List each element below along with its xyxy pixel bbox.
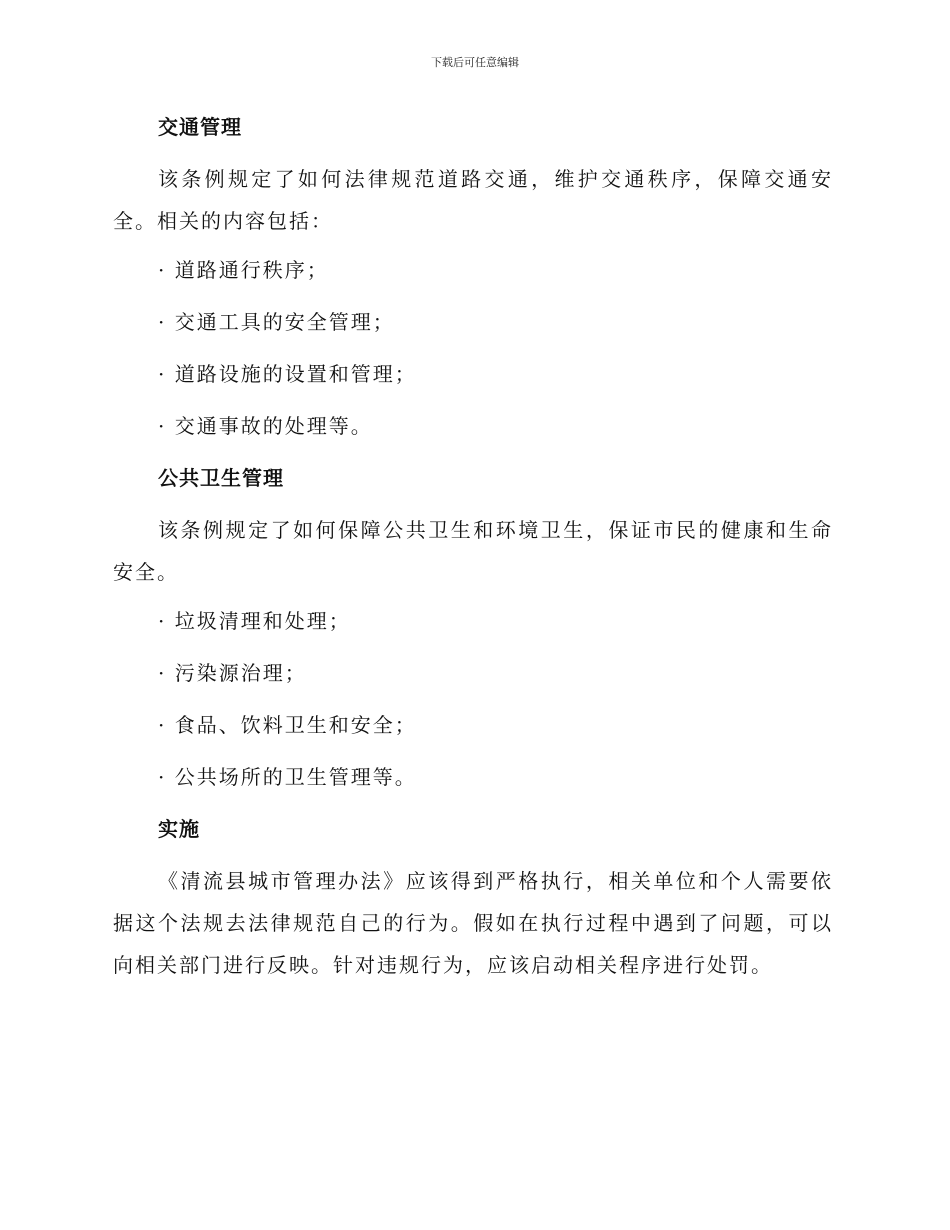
section-paragraph: 《清流县城市管理办法》应该得到严格执行，相关单位和个人需要依据这个法规去法律规范自己的行为。假如在执行过程中遇到了问题，可以向相关部门进行反映。针对违规行为，应该启动相关程序进行处罚。 bbox=[113, 869, 833, 977]
section-implementation bbox=[113, 810, 833, 986]
list-item: · 公共场所的卫生管理等。 bbox=[158, 765, 417, 789]
document-body bbox=[113, 108, 833, 995]
header-note: 下载后可任意编辑 bbox=[431, 56, 519, 69]
list-item: · 交通事故的处理等。 bbox=[158, 414, 373, 438]
section-heading: 公共卫生管理 bbox=[158, 466, 284, 490]
list-item: · 道路设施的设置和管理； bbox=[158, 362, 417, 386]
list-item: · 污染源治理； bbox=[158, 661, 307, 685]
list-item: · 食品、饮料卫生和安全； bbox=[158, 713, 417, 737]
list-item: · 交通工具的安全管理； bbox=[158, 310, 395, 334]
section-public-health bbox=[113, 459, 833, 796]
list-item: · 垃圾清理和处理； bbox=[158, 609, 351, 633]
section-heading: 交通管理 bbox=[158, 115, 242, 139]
list-item: · 道路通行秩序； bbox=[158, 258, 329, 282]
section-paragraph: 该条例规定了如何保障公共卫生和环境卫生，保证市民的健康和生命安全。 bbox=[113, 518, 833, 584]
section-heading: 实施 bbox=[158, 817, 200, 841]
section-traffic-management bbox=[113, 108, 833, 445]
section-paragraph: 该条例规定了如何法律规范道路交通，维护交通秩序，保障交通安全。相关的内容包括： bbox=[113, 167, 833, 233]
